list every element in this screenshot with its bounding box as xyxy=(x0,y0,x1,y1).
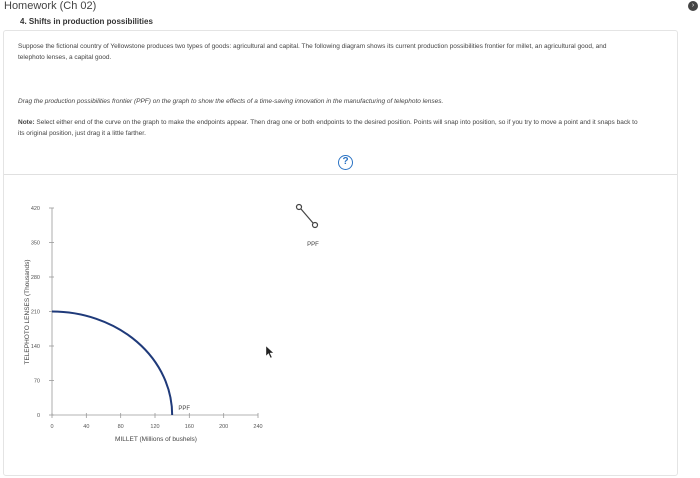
x-tick-label: 40 xyxy=(83,424,90,430)
x-tick-label: 80 xyxy=(117,424,124,430)
x-tick-label: 0 xyxy=(50,424,54,430)
y-tick-label: 210 xyxy=(30,309,40,316)
x-axis-title: MILLET (Millions of bushels) xyxy=(115,436,197,443)
ppf-tool-endpoint-top[interactable] xyxy=(297,205,302,210)
x-tick-label: 160 xyxy=(184,424,194,430)
ppf-tool-line[interactable] xyxy=(301,209,313,223)
instruction-paragraph: Suppose the fictional country of Yellowstone produces two types of goods: agricultural and capital. The following diagram shows its current production possibilities frontier for millet, an agricultural good, and telephoto lenses, a capital good. xyxy=(18,43,607,61)
ppf-tool-endpoint-bottom[interactable] xyxy=(313,223,318,228)
x-tick-label: 120 xyxy=(150,424,160,430)
help-icon[interactable]: ? xyxy=(338,155,353,170)
y-tick-label: 140 xyxy=(30,344,40,350)
y-tick-label: 420 xyxy=(30,206,40,212)
ppf-tool-label: PPF xyxy=(307,242,319,248)
y-tick-label: 70 xyxy=(33,378,40,385)
note-text: Select either end of the curve on the graph to make the endpoints appear. Then drag one or both endpoints to the desired position. Points will snap into position, so if you try to move a point and it snaps back to its original position, just drag it a little farther. xyxy=(18,119,638,137)
app-title: Homework (Ch 02) xyxy=(4,0,97,12)
axes xyxy=(49,208,258,418)
y-tick-label: 350 xyxy=(30,240,40,247)
info-dot-icon[interactable]: › xyxy=(688,1,698,11)
y-axis-title: TELEPHOTO LENSES (Thousands) xyxy=(24,259,31,365)
x-tick-label: 240 xyxy=(253,424,263,430)
ppf-tool[interactable] xyxy=(297,205,320,249)
question-title: 4. Shifts in production possibilities xyxy=(20,17,153,26)
y-tick-label: 0 xyxy=(36,413,40,419)
ppf-curve-label: PPF xyxy=(178,406,191,412)
mouse-cursor-icon xyxy=(266,346,274,358)
task-instruction: Drag the production possibilities frontier (PPF) on the graph to show the effects of a time-saving innovation in the manufacturing of telephoto lenses. xyxy=(18,98,444,105)
x-tick-label: 200 xyxy=(219,424,229,430)
note-label: Note: xyxy=(18,119,35,126)
tick-labels xyxy=(31,206,263,430)
y-tick-label: 280 xyxy=(30,275,40,281)
ppf-layer[interactable] xyxy=(52,312,190,416)
ppf-curve[interactable] xyxy=(52,312,172,416)
